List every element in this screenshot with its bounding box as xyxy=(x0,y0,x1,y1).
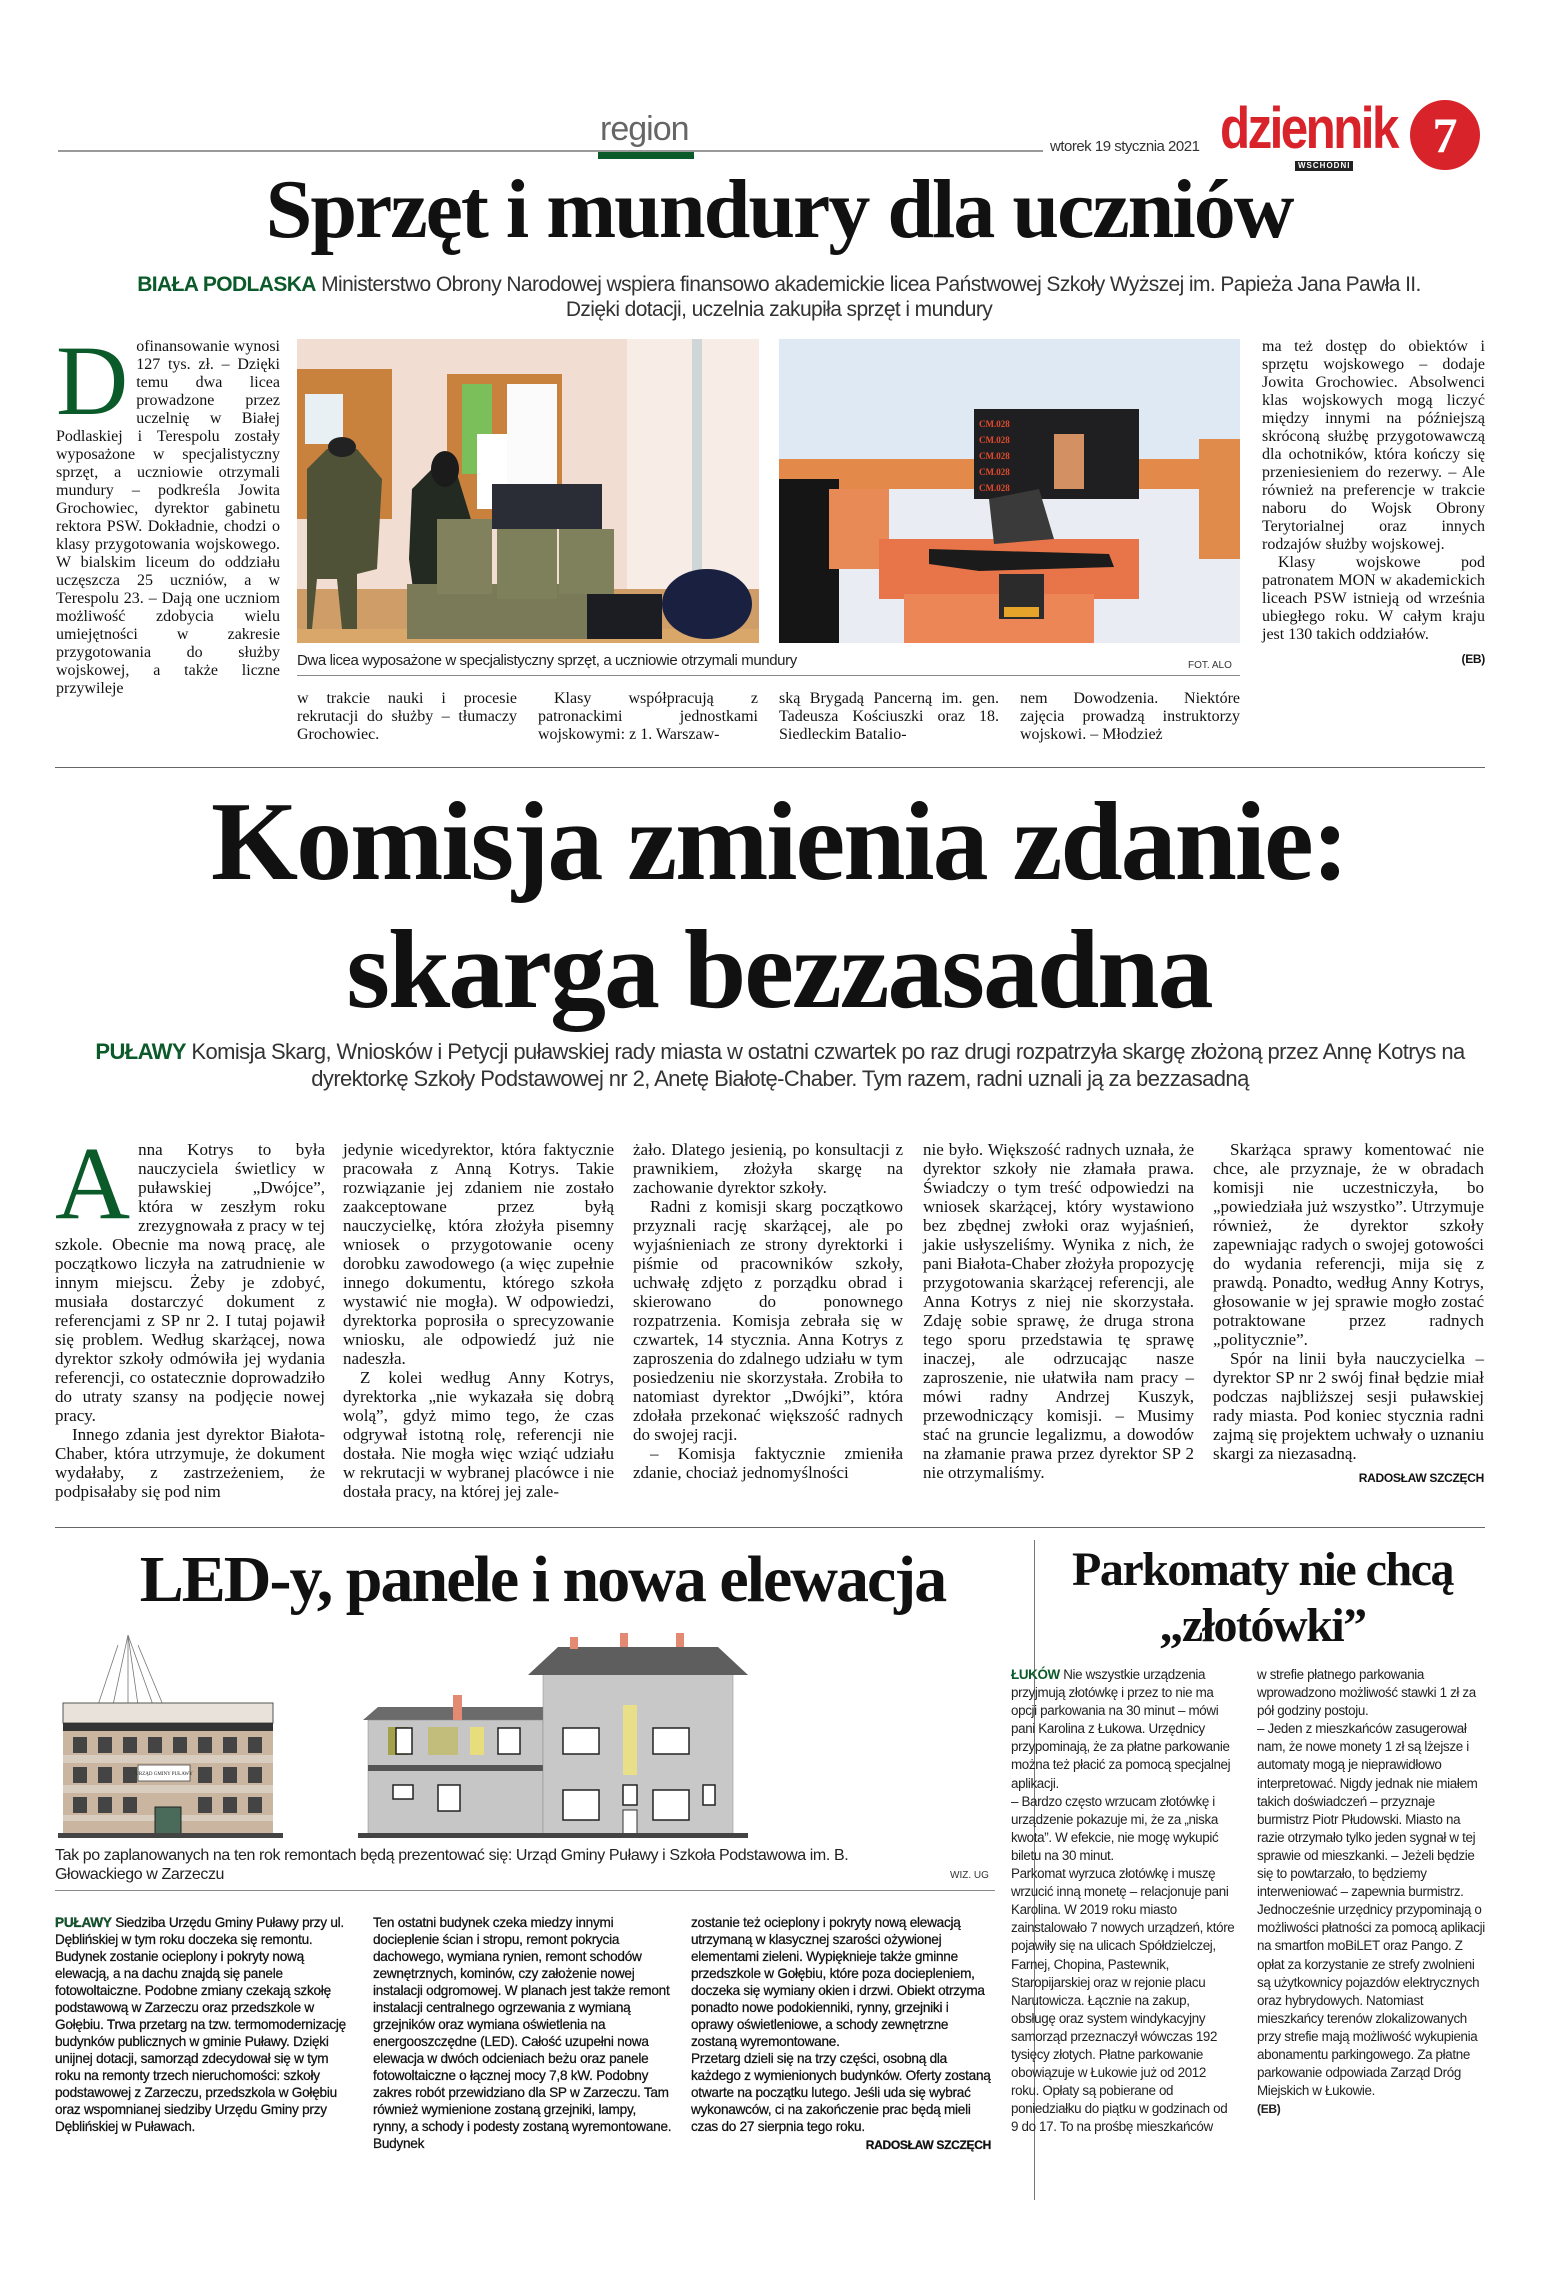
article1-column-5 xyxy=(1020,690,1240,744)
article2-paragraph: nna Kotrys to była nauczyciela świetlicy w puławskiej „Dwójce”, która w zeszłym roku zrezygnowała z pracy w tej szkole. Obecnie ma nową pracę, ale początkowo liczyła na zatrudnienie w innym miejscu. Żeby je zdobyć, musiała dostarczyć dokument z referencjami z SP nr 2. I tutaj pojawił się problem. Według skarżącej, nowa dyrektor szkoły odmówiła jej wydania referencji, co ostatecznie doprowadziło do utraty szansy na podjęcie nowej pracy. xyxy=(55,1140,325,1425)
photo-equipment xyxy=(779,339,1240,643)
article1-paragraph: ofinansowanie wynosi 127 tys. zł. – Dzięki temu dwa licea prowadzone przez uczelnię w Białej Podlaskiej i Terespolu zostały wyposażone w specjalistyczny sprzęt, a uczniowie otrzymali mundury – podkreśla Jowita Grochowiec, dyrektor gabinetu rektora PSW. Dokładnie, chodzi o klasy przygotowania wojskowego. W bialskim liceum do oddziału uczęszcza 25 uczniów, a w Terespolu 23. – Dają one uczniom możliwość zdobycia wielu umiejętności w zakresie przygotowania do służby wojskowej, a także liczne przywileje xyxy=(56,338,280,697)
buildings-drawing xyxy=(58,1625,998,1840)
box-label: CM.028 xyxy=(979,419,1010,429)
article2-lead-text: Komisja Skarg, Wniosków i Petycji puławskiej rady miasta w ostatni czwartek po raz drugi rozpatrzyła skargę złożoną przez Annę Kotrys na dyrektorkę Szkoły Podstawowej nr 2, Anetę Białotę-Chaber. Tym razem, radni uznali ją za bezzasadną xyxy=(191,1039,1465,1091)
article4-paragraph: Parkomat wyrzuca złotówkę i muszę wrzucić inną monetę – relacjonuje pani Karolina. W 2019 roku miasto zainstalowało 7 nowych urządzeń, które pojawiły się na ulicach Spółdzielczej, Farnej, Chopina, Pastewnik, Staropijarskiej oraz w rejonie placu Narutowicza. Łącznie na zakup, obsługę oraz system windykacyjny samorząd przeznaczył wówczas 192 tysięcy złotych. Płatne parkowanie obowiązuje w Łukowie już od 2012 roku. Opłaty są pobierane od poniedziałku do piątku w godzinach od 9 do 17. To na prośbę mieszkańców xyxy=(1011,1866,1235,2135)
article1-dropcap: D xyxy=(56,325,129,436)
logo-subtitle: WSCHODNI xyxy=(1295,161,1353,171)
box-label: CM.028 xyxy=(979,483,1010,493)
article3-paragraph: zostanie też ocieplony i pokryty nową elewacją utrzymaną w klasycznej szarości ożywionej elementami zieleni. Wypięknieje także gminne przedszkole w Gołębiu, które poza dociepleniem, doczeka się wymiany okien i drzwi. Obiekt otrzyma ponadto nowe podokienniki, rynny, grzejniki i oprawy oświetleniowe, a schody zewnętrzne zostaną wyremontowane. xyxy=(691,1915,985,2049)
article4-paragraph: – Bardzo często wrzucam złotówkę i urządzenie pokazuje mi, że za „niska kwota”. W efekcie, nie mogę wykupić biletu na 30 minut. xyxy=(1011,1793,1219,1863)
article1-lead-line2: Dzięki dotacji, uczelnia zakupiła sprzęt i mundury xyxy=(565,298,993,321)
section-underline xyxy=(598,152,694,159)
article1-paragraph: ską Brygadą Pancerną im. gen. Tadeusza Kościuszki oraz 18. Siedleckim Batalio- xyxy=(779,690,999,743)
article1-lead-line1: Ministerstwo Obrony Narodowej wspiera finansowo akademickie licea Państwowej Szkoły Wyższej im. Papieża Jana Pawła II. xyxy=(321,273,1421,296)
article3-text: Siedziba Urzędu Gminy Puławy przy ul. Dęblińskiej w tym roku doczeka się remontu. Budynek zostanie ocieplony i pokryty nową elewacją, a na dachu znajdą się panele fotowoltaiczne. Podobne zmiany czekają szkołę podstawową w Zarzeczu oraz przedszkole w Gołębiu. Trwa przetarg na tzw. termomodernizację budynków publicznych w gminie Puławy. Dzięki unijnej dotacji, samorząd zdecydował się w tym roku na remonty trzech nieruchomości: szkoły podstawowej z Zarzeczu, przedszkola w Gołębiu oraz wspomnianej siedziby Urzędu Gminy przy Dęblińskiej w Puławach. xyxy=(55,1915,346,2134)
box-label: CM.028 xyxy=(979,451,1010,461)
article4-headline-line2: „złotówki” xyxy=(1159,1599,1366,1652)
article1-lead-place: BIAŁA PODLASKA xyxy=(137,273,316,296)
article2-paragraph: Z kolei według Anny Kotrys, dyrektorka „nie wykazała się dobrą wolą”, gdyż mimo tego, że czas odgrywał istotną rolę, referencji nie dostała. Nie mogła więc wziąć udziału w rekrutacji w wybranej placówce i nie dostała pracy, na której jej zale- xyxy=(343,1368,614,1501)
article4-paragraph xyxy=(1011,1666,1237,1793)
article1-column-6 xyxy=(1262,338,1485,668)
article2-paragraph: Innego zdania jest dyrektor Białota-Chaber, która utrzymuje, że dokument wydałaby, z zastrzeżeniem, że podpisałaby się pod nim xyxy=(55,1425,325,1501)
article2-headline-line1: Komisja zmienia zdanie: xyxy=(210,780,1348,904)
article2-headline-line2: skarga bezzasadna xyxy=(346,908,1212,1032)
article2-lead xyxy=(85,1038,1475,1092)
section-label: region xyxy=(600,110,689,148)
article3-credit: WIZ. UG xyxy=(950,1870,989,1881)
article2-paragraph: – Komisja faktycznie zmieniła zdanie, chociaż jednomyślności xyxy=(633,1444,903,1482)
box-label: CM.028 xyxy=(979,467,1010,477)
article3-paragraph: Przetarg dzieli się na trzy części, osobną dla każdego z wymienionych budynków. Oferty zostaną otwarte na początku lutego. Jeśli uda się wybrać wykonawców, ci na zakończenie prac będą mieli czas do 27 sierpnia tego roku. xyxy=(691,2051,991,2134)
article1-paragraph: ma też dostęp do obiektów i sprzętu wojskowego – dodaje Jowita Grochowiec. Absolwenci klas wojskowych mogą liczyć między innymi na późniejszą skróconą służbę przygotowawczą dla ochotników, która kończy się przeniesieniem do rezerwy. – Ale również na preferencje w trakcie naboru do Wojsk Obrony Terytorialnej oraz innych rodzajów służby wojskowej. xyxy=(1262,338,1485,553)
article3-lead-place: PUŁAWY xyxy=(55,1915,112,1930)
header-rule xyxy=(58,150,1043,152)
article1-signature: (EB) xyxy=(1461,652,1485,666)
article1-column-4 xyxy=(779,690,999,744)
box-label: CM.028 xyxy=(979,435,1010,445)
article3-column-1 xyxy=(55,1914,353,2135)
caption-rule xyxy=(55,1890,995,1891)
article2-lead-place: PUŁAWY xyxy=(95,1039,186,1064)
article1-column-3 xyxy=(538,690,758,744)
article1-headline: Sprzęt i mundury dla uczniów xyxy=(265,163,1293,256)
article2-paragraph: Spór na linii była nauczycielka – dyrektor SP nr 2 swój finał będzie miał podczas najbliższej sesji puławskiej rady miasta. Pod koniec stycznia radni zajmą się projektem uchwały o uznaniu skargi za niezasadną. xyxy=(1213,1349,1484,1463)
article2-paragraph: żało. Dlatego jesienią, po konsultacji z prawnikiem, złożyła skargę na zachowanie dyrektor szkoły. xyxy=(633,1140,903,1197)
article1-paragraph: w trakcie nauki i procesie rekrutacji do służby – tłumaczy Grochowiec. xyxy=(297,690,517,743)
article1-photo-credit: FOT. ALO xyxy=(1188,660,1232,671)
article4-column-1 xyxy=(1011,1666,1237,2136)
article4-column-2 xyxy=(1257,1666,1485,2118)
article2-column-3 xyxy=(633,1140,903,1482)
page-number-badge: 7 xyxy=(1410,100,1480,170)
article2-paragraph: jedynie wicedyrektor, która faktycznie pracowała z Anną Kotrys. Takie rozwiązanie jej zdaniem nie zostało zaakceptowane przez byłą nauczycielkę, która złożyła pisemny wniosek o przygotowanie oceny dorobku zawodowego (a więc zupełnie innego dokumentu, którego szkoła wystawić nie mogła). W odpowiedzi, dyrektorka poprosiła o sprecyzowanie wniosku, ale odpowiedź już nie nadeszła. xyxy=(343,1140,614,1368)
article3-paragraph xyxy=(55,1914,353,2135)
photo-uniforms-image xyxy=(297,339,759,643)
article4-paragraph: w strefie płatnego parkowania wprowadzono możliwość stawki 1 zł za pół godziny postoju. xyxy=(1257,1667,1476,1719)
building-visualization xyxy=(58,1625,998,1840)
article1-column-1 xyxy=(56,325,280,698)
article3-column-3 xyxy=(691,1914,991,2154)
article1-paragraph: Klasy wojskowe pod patronatem MON w akademickich liceach PSW istnieją od września ubiegłego roku. W całym kraju jest 130 takich oddziałów. xyxy=(1262,554,1485,643)
article2-paragraph: Radni z komisji skarg początkowo przyznali rację skarżącej, ale po wyjaśnieniach ze strony dyrektorki i piśmie od pracowników szkoły, uchwałę zdjęto z porządku obrad i skierowano do ponownego rozpatrzenia. Komisja zebrała się w czwartek, 14 stycznia. Anna Kotrys z zaproszenia do zdalnego udziału w tym posiedzeniu nie skorzystała. Zrobiła to natomiast dyrektor „Dwójki”, która zdołała przekonać większość radnych do swojej racji. xyxy=(633,1197,903,1444)
article2-column-1 xyxy=(55,1126,325,1501)
article2-column-2 xyxy=(343,1140,614,1501)
article3-headline: LED-y, panele i nowa elewacja xyxy=(139,1543,946,1616)
article1-column-2 xyxy=(297,690,517,744)
article4-paragraph: – Jeden z mieszkańców zasugerował nam, że nowe monety 1 zł są lżejsze i automaty mogą je nieprawidłowo interpretować. Nigdy jednak nie miałem takich doświadczeń – przyznaje burmistrz Piotr Płudowski. Miasto na razie otrzymało tylko jeden sygnał w tej sprawie od mieszkanki. – Jeżeli będzie się to powtarzało, to będziemy interweniować – zapewnia burmistrz. Jednocześnie urzędnicy przypominają o możliwości płatności za pomocą aplikacji na smartfon moBiLET oraz Pango. Z opłat za korzystanie ze strefy zwolnieni są użytkownicy pojazdów elektrycznych oraz hybrydowych. Natomiast mieszkańcy terenów zlokalizowanych przy strefie mają możliwość wykupienia abonamentu parkingowego. Za płatne parkowanie odpowiada Zarząd Dróg Miejskich w Łukowie. xyxy=(1257,1721,1485,2099)
caption-rule xyxy=(297,675,1240,676)
article3-column-2 xyxy=(373,1914,673,2152)
article2-paragraph: nie było. Większość radnych uznała, że dyrektor szkoły nie złamała prawa. Świadczy o tym treść odpowiedzi na wniosek skarżącej, który wystawiono bez zbędnej zwłoki oraz wyjaśnień, jakie usłyszeliśmy. Wynika z nich, że pani Białota-Chaber złożyła propozycję przygotowania skarżącej referencji, ale Anna Kotrys z niej nie skorzystała. Zdaję sobie sprawę, że druga strona tego sporu przedstawia tę sprawę inaczej, ale odrzucając nasze zaproszenie, nie ułatwiła nam pracy – mówi radny Andrzej Kuszyk, przewodniczący komisji. – Musimy stać na gruncie legalizmu, a dowodów na złamanie prawa przez dyrektor SP 2 nie otrzymaliśmy. xyxy=(923,1140,1194,1482)
building-sign: URZĄD GMINY PUŁAWY xyxy=(135,1772,193,1777)
article1-paragraph: Klasy współpracują z patronackimi jednostkami wojskowymi: z 1. Warszaw- xyxy=(538,690,758,743)
article2-dropcap: A xyxy=(55,1126,131,1241)
logo-text: dziennik xyxy=(1220,96,1397,161)
article4-headline xyxy=(1040,1542,1485,1654)
article-separator xyxy=(55,1527,1485,1528)
article1-paragraph: nem Dowodzenia. Niektóre zajęcia prowadzą instruktorzy wojskowi. – Młodzież xyxy=(1020,690,1240,743)
article2-column-4 xyxy=(923,1140,1194,1482)
article2-signature: RADOSŁAW SZCZĘCH xyxy=(1358,1471,1484,1485)
article2-paragraph: Skarżąca sprawy komentować nie chce, ale przyznaje, że w obradach komisji nie uczestniczyła, bo „powiedziała już wszystko”. Utrzymuje również, że dyrektor szkoły zapewniając radych o swojej gotowości do wydania referencji, mija się z prawdą. Ponadto, według Anny Kotrys, głosowanie w jej sprawie mogło zostać potraktowane przez radnych „politycznie”. xyxy=(1213,1140,1484,1349)
article2-headline xyxy=(0,778,1558,1034)
article3-signature: RADOSŁAW SZCZĘCH xyxy=(865,2138,991,2152)
photo-uniforms xyxy=(297,339,759,643)
article2-column-5 xyxy=(1213,1140,1484,1488)
article3-paragraph: Ten ostatni budynek czeka miedzy innymi docieplenie ścian i stropu, remont pokrycia dachowego, wymiana rynien, remont schodów zewnętrznych, kominów, czy założenie nowej instalacji odgromowej. W planach jest także remont instalacji centralnego ogrzewania z wymianą grzejników oraz wymiana oświetlenia na energooszczędne (LED). Całość uzupełni nowa elewacja w dwóch odcieniach beżu oraz panele fotowoltaiczne o łącznej mocy 7,8 kW. Podobny zakres robót przewidziano dla SP w Zarzeczu. Tam również wymienione zostaną grzejniki, lampy, rynny, a schody i podesty zostaną wyremontowane. Budynek xyxy=(373,1915,672,2151)
article4-signature: (EB) xyxy=(1257,2102,1281,2117)
article1-lead xyxy=(60,272,1498,322)
photo-equipment-image xyxy=(779,339,1240,643)
article1-photo-caption: Dwa licea wyposażone w specjalistyczny sprzęt, a uczniowie otrzymali mundury xyxy=(297,652,797,669)
article4-text: Nie wszystkie urządzenia przyjmują złotówkę i przez to nie ma opcji parkowania na 30 minut – mówi pani Karolina z Łukowa. Urzędnicy przypominają, że za płatne parkowanie można też płacić za pomocą specjalnej aplikacji. xyxy=(1011,1667,1231,1791)
article3-caption: Tak po zaplanowanych na ten rok remontach będą prezentować się: Urząd Gminy Puławy i Szkoła Podstawowa im. B. Głowackiego w Zarzeczu xyxy=(55,1847,849,1883)
issue-date: wtorek 19 stycznia 2021 xyxy=(1050,138,1200,155)
article-separator xyxy=(55,767,1485,768)
article4-lead-place: ŁUKÓW xyxy=(1011,1667,1060,1682)
article4-headline-line1: Parkomaty nie chcą xyxy=(1072,1543,1453,1596)
